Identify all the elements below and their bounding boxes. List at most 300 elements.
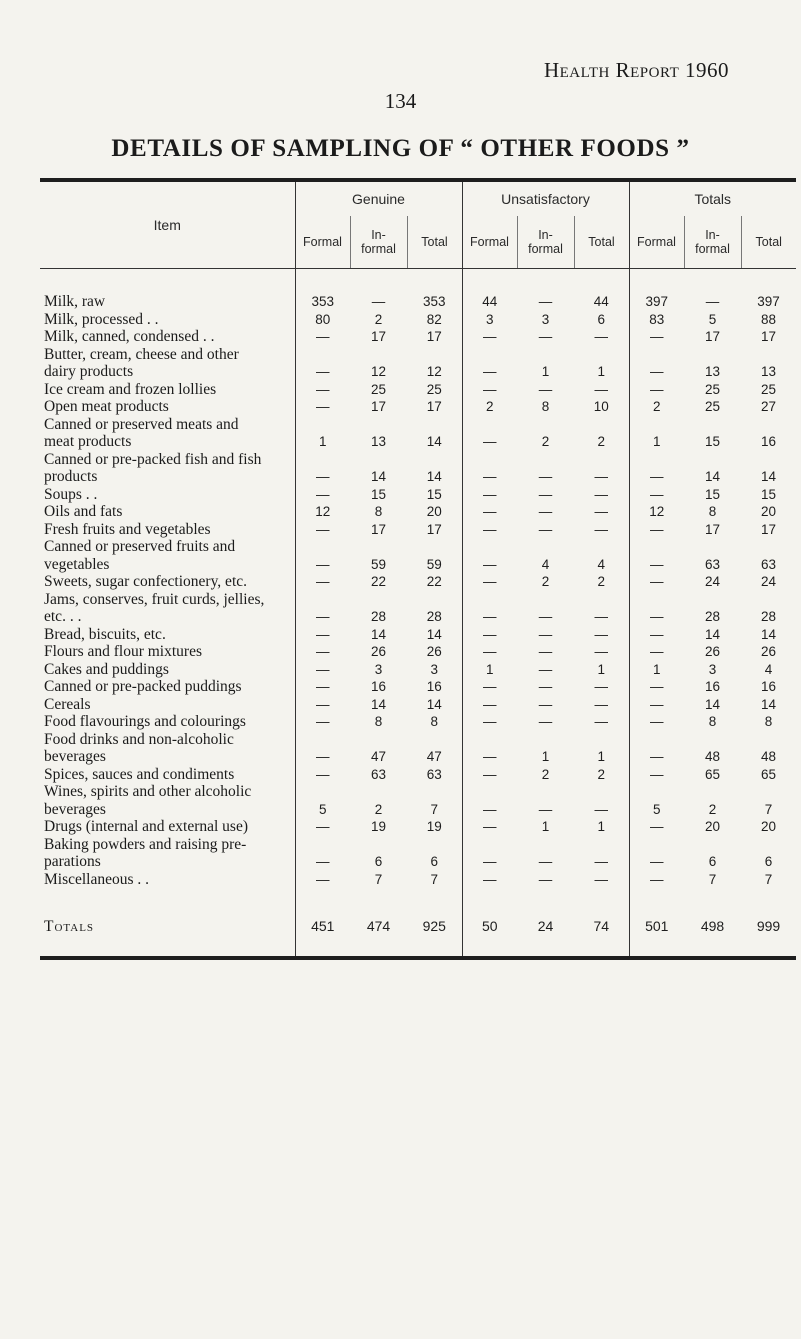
cell-unsat-formal: — [483, 854, 497, 869]
cell-totals-formal: 2 [652, 399, 661, 414]
item-text-line: products [44, 468, 98, 485]
cell-genuine-formal: — [316, 644, 330, 659]
cell-unsat-informal: 2 [541, 434, 550, 449]
cell-totals-total: 65 [760, 766, 777, 782]
cell-totals-formal: — [650, 556, 664, 572]
cell-genuine-formal: 353 [311, 294, 335, 309]
row-item-label [40, 626, 295, 644]
cell-totals-informal: 17 [704, 329, 721, 344]
table-row [40, 678, 796, 696]
subheader-totals-informal: In- formal [684, 216, 741, 269]
cell-unsat-total: 2 [574, 573, 629, 591]
cell-unsat-informal: 1 [541, 819, 550, 834]
cell-genuine-informal: 22 [370, 574, 387, 589]
cell-totals-total: 4 [764, 661, 773, 677]
cell-totals-formal: — [650, 854, 664, 869]
cell-genuine-total: 15 [407, 486, 462, 504]
cell-totals-total: 16 [760, 434, 777, 449]
cell-genuine-informal: 8 [374, 714, 383, 729]
cell-totals-formal: — [650, 644, 664, 659]
cell-totals-informal: 5 [708, 311, 717, 327]
page-number: 134 [384, 89, 417, 113]
table-row [40, 521, 796, 539]
cell-genuine-informal: 28 [370, 609, 387, 624]
row-item-label [40, 573, 295, 591]
cell-totals-formal: 5 [652, 801, 661, 817]
item-text-line: dairy products [44, 363, 134, 380]
cell-totals-informal: 15 [704, 486, 721, 502]
cell-unsat-formal: — [483, 609, 497, 624]
table-row [40, 643, 796, 661]
cell-totals-formal: 501 [645, 918, 669, 935]
table-row [40, 503, 796, 521]
cell-genuine-total: 22 [407, 573, 462, 591]
item-text-line: Soups . . [44, 485, 98, 503]
cell-totals-formal: 397 [645, 294, 669, 309]
item-text-line: etc. . . [44, 608, 82, 625]
cell-unsat-total: 10 [574, 398, 629, 416]
cell-genuine-informal: — [371, 294, 386, 309]
sampling-table [40, 178, 796, 960]
cell-totals-informal: 48 [704, 749, 721, 764]
cell-totals-formal: — [650, 696, 664, 712]
cell-totals-informal: 25 [704, 381, 721, 397]
cell-genuine-formal: — [316, 574, 330, 589]
cell-genuine-total: 47 [407, 731, 462, 766]
cell-genuine-total: 26 [407, 643, 462, 661]
cell-genuine-formal: — [316, 399, 330, 414]
cell-unsat-formal: — [483, 381, 497, 397]
cell-unsat-formal: — [483, 679, 497, 694]
cell-genuine-total: 20 [407, 503, 462, 521]
cell-totals-formal: 1 [652, 434, 661, 449]
cell-totals-total: 26 [760, 644, 777, 659]
cell-unsat-informal: — [538, 644, 553, 659]
table-row [40, 573, 796, 591]
cell-genuine-informal: 26 [370, 644, 387, 659]
cell-genuine-formal: 12 [315, 504, 331, 519]
cell-genuine-total: 19 [407, 818, 462, 836]
cell-totals-informal: 2 [708, 801, 717, 817]
cell-unsat-total: — [574, 713, 629, 731]
group-header-genuine: Genuine [295, 182, 462, 216]
cell-genuine-informal: 17 [370, 521, 387, 537]
cell-unsat-formal: — [483, 714, 497, 729]
subheader-genuine-formal: Formal [295, 216, 350, 269]
cell-totals-informal: 26 [704, 644, 721, 659]
item-text-line: Open meat products [44, 398, 169, 415]
cell-totals-formal: — [650, 521, 664, 537]
cell-genuine-informal: 15 [370, 486, 387, 502]
cell-unsat-formal: — [483, 749, 497, 764]
cell-totals-total: 28 [760, 609, 777, 624]
cell-genuine-formal: — [316, 854, 330, 869]
cell-totals-informal: 8 [708, 504, 717, 519]
row-item-label [40, 346, 295, 381]
table-row [40, 818, 796, 836]
cell-genuine-informal: 2 [374, 311, 383, 327]
item-text-line: Canned or preserved fruits and [44, 538, 236, 555]
cell-genuine-formal: 80 [315, 311, 331, 327]
table-row [40, 311, 796, 329]
cell-totals-informal: 24 [704, 574, 721, 589]
row-item-label [40, 591, 295, 626]
cell-totals-informal: 17 [704, 521, 721, 537]
cell-genuine-formal: 5 [318, 801, 327, 817]
table-row [40, 783, 796, 818]
cell-totals-informal: 20 [704, 819, 721, 834]
cell-genuine-formal: — [316, 871, 330, 887]
cell-genuine-formal: — [316, 749, 330, 764]
cell-genuine-total: 14 [407, 626, 462, 644]
subheader-totals-formal: Formal [629, 216, 684, 269]
cell-unsat-informal: 2 [541, 766, 550, 782]
cell-totals-total: 6 [764, 854, 773, 869]
cell-genuine-total: 17 [407, 398, 462, 416]
cell-genuine-informal: 47 [370, 749, 387, 764]
cell-totals-informal: 6 [708, 854, 717, 869]
item-text-line: Butter, cream, cheese and other [44, 345, 239, 363]
row-item-label [40, 713, 295, 731]
subheader-unsat-total: Total [574, 216, 629, 269]
cell-unsat-informal: — [538, 381, 553, 397]
cell-unsat-total: 2 [574, 766, 629, 784]
cell-totals-informal: 16 [704, 679, 721, 694]
cell-unsat-total: — [574, 328, 629, 346]
cell-genuine-formal: 451 [311, 918, 335, 935]
cell-unsat-formal: — [483, 644, 497, 659]
cell-genuine-informal: 17 [370, 399, 387, 414]
cell-unsat-formal: — [483, 329, 497, 344]
cell-unsat-informal: 1 [541, 364, 550, 379]
row-item-label [40, 416, 295, 451]
cell-unsat-informal: — [538, 609, 553, 624]
cell-unsat-formal: — [483, 696, 497, 712]
row-item-label [40, 486, 295, 504]
cell-genuine-informal: 59 [370, 556, 387, 572]
cell-unsat-total: — [574, 591, 629, 626]
cell-totals-total: 14 [760, 469, 777, 484]
cell-genuine-total: 17 [407, 328, 462, 346]
cell-unsat-total: — [574, 521, 629, 539]
cell-genuine-informal: 16 [370, 679, 387, 694]
item-text-line: Milk, canned, condensed . . [44, 328, 215, 345]
cell-genuine-total: 14 [407, 696, 462, 714]
cell-unsat-total: 1 [574, 731, 629, 766]
cell-unsat-formal: — [483, 434, 497, 449]
item-text-line: Baking powders and raising pre- [44, 835, 247, 853]
cell-genuine-total: 14 [407, 416, 462, 451]
table-row [40, 328, 796, 346]
cell-totals-informal: 25 [704, 399, 721, 414]
cell-genuine-informal: 14 [370, 626, 387, 642]
cell-genuine-total: 353 [407, 293, 462, 311]
cell-genuine-informal: 7 [374, 871, 383, 887]
page-title: DETAILS OF SAMPLING OF “ OTHER FOODS ” [111, 135, 690, 162]
item-text-line: beverages [44, 748, 106, 765]
cell-genuine-formal: — [316, 381, 330, 397]
spacer-row [40, 269, 796, 294]
cell-unsat-total: — [574, 451, 629, 486]
cell-genuine-informal: 14 [370, 469, 387, 484]
cell-unsat-informal: — [538, 679, 553, 694]
cell-totals-formal: — [650, 329, 664, 344]
cell-totals-formal: — [650, 819, 664, 834]
cell-totals-formal: — [650, 469, 664, 484]
cell-unsat-total: — [574, 643, 629, 661]
cell-unsat-informal: — [538, 714, 553, 729]
cell-unsat-informal: 3 [541, 311, 550, 327]
cell-totals-total: 13 [760, 364, 777, 379]
item-text-line: Spices, sauces and condiments [44, 765, 235, 783]
cell-totals-informal: 65 [704, 766, 721, 782]
cell-totals-informal: 15 [704, 434, 721, 449]
cell-unsat-formal: 50 [481, 918, 498, 935]
cell-genuine-total: 25 [407, 381, 462, 399]
subheader-genuine-total: Total [407, 216, 462, 269]
cell-genuine-informal: 17 [370, 329, 387, 344]
cell-genuine-total: 12 [407, 346, 462, 381]
row-item-label [40, 328, 295, 346]
cell-unsat-total: — [574, 626, 629, 644]
cell-genuine-total: 7 [407, 783, 462, 818]
bottom-rule [40, 958, 796, 960]
item-text-line: beverages [44, 800, 106, 818]
cell-totals-total: 16 [760, 679, 777, 694]
cell-genuine-formal: 1 [318, 434, 327, 449]
cell-unsat-formal: 2 [485, 399, 494, 414]
table-row [40, 538, 796, 573]
cell-genuine-total: 17 [407, 521, 462, 539]
row-item-label [40, 661, 295, 679]
cell-genuine-total: 82 [407, 311, 462, 329]
cell-unsat-total: — [574, 678, 629, 696]
cell-unsat-total: 4 [574, 538, 629, 573]
cell-totals-total: 17 [760, 329, 777, 344]
item-text-line: Miscellaneous . . [44, 870, 150, 888]
cell-totals-formal: — [650, 871, 664, 887]
cell-unsat-total: — [574, 871, 629, 889]
cell-unsat-informal: — [538, 294, 553, 309]
table-row [40, 766, 796, 784]
group-header-unsatisfactory: Unsatisfactory [462, 182, 629, 216]
cell-genuine-formal: — [316, 329, 330, 344]
cell-totals-total: 8 [764, 714, 773, 729]
row-item-label [40, 836, 295, 871]
row-item-label [40, 503, 295, 521]
cell-totals-total: 24 [760, 574, 777, 589]
cell-genuine-informal: 12 [370, 364, 387, 379]
table-row [40, 591, 796, 626]
cell-unsat-total: — [574, 836, 629, 871]
cell-genuine-informal: 19 [370, 819, 387, 834]
cell-totals-informal: — [705, 294, 720, 309]
table-body [40, 269, 796, 961]
cell-totals-total: 17 [760, 521, 777, 537]
totals-row [40, 898, 796, 958]
cell-totals-total: 999 [756, 918, 781, 935]
cell-genuine-formal: — [316, 696, 330, 712]
cell-totals-total: 63 [760, 556, 777, 572]
table-row [40, 871, 796, 889]
table-row [40, 661, 796, 679]
cell-genuine-informal: 2 [374, 801, 383, 817]
item-text-line: Bread, biscuits, etc. [44, 625, 166, 643]
cell-genuine-formal: — [316, 679, 330, 694]
cell-genuine-total: 28 [407, 591, 462, 626]
cell-genuine-formal: — [316, 766, 330, 782]
cell-totals-informal: 3 [708, 661, 717, 677]
cell-totals-informal: 498 [700, 918, 725, 935]
item-text-line: Canned or pre-packed fish and fish [44, 450, 262, 468]
cell-unsat-informal: 1 [541, 749, 550, 764]
cell-totals-total: 397 [757, 294, 780, 309]
cell-totals-formal: — [650, 486, 664, 502]
group-header-totals: Totals [694, 191, 732, 207]
cell-genuine-informal: 14 [370, 696, 387, 712]
cell-genuine-formal: — [316, 364, 330, 379]
row-item-label [40, 521, 295, 539]
cell-totals-total: 14 [760, 696, 777, 712]
group-header-row [40, 182, 796, 216]
cell-totals-formal: — [650, 364, 664, 379]
row-item-label [40, 293, 295, 311]
cell-unsat-formal: — [483, 364, 497, 379]
cell-genuine-total: 8 [407, 713, 462, 731]
spacer-row [40, 888, 796, 898]
cell-totals-total: 15 [760, 486, 777, 502]
row-item-label [40, 451, 295, 486]
cell-unsat-total: — [574, 696, 629, 714]
cell-totals-total: 14 [760, 626, 777, 642]
table-row [40, 451, 796, 486]
row-item-label [40, 696, 295, 714]
cell-genuine-informal: 3 [374, 661, 383, 677]
cell-totals-formal: 83 [649, 311, 665, 327]
item-text-line: meat products [44, 433, 132, 450]
subheader-unsat-informal: In- formal [517, 216, 574, 269]
cell-genuine-informal: 6 [374, 854, 383, 869]
cell-unsat-informal: — [538, 504, 553, 519]
item-text-line: Milk, raw [44, 293, 106, 310]
cell-genuine-total: 925 [407, 898, 462, 958]
cell-totals-total: 20 [760, 819, 777, 834]
table-row [40, 346, 796, 381]
cell-unsat-formal: — [483, 574, 497, 589]
cell-unsat-informal: — [538, 854, 553, 869]
cell-totals-informal: 14 [704, 469, 721, 484]
cell-unsat-total: — [574, 486, 629, 504]
item-text-line: parations [44, 853, 101, 870]
cell-unsat-informal: — [538, 696, 553, 712]
table-row [40, 626, 796, 644]
item-text-line: vegetables [44, 555, 110, 573]
cell-unsat-formal: — [483, 521, 497, 537]
cell-genuine-formal: — [316, 609, 330, 624]
cell-unsat-formal: — [483, 469, 497, 484]
item-text-line: Wines, spirits and other alcoholic [44, 783, 252, 800]
cell-totals-formal: — [650, 626, 664, 642]
cell-unsat-formal: — [483, 556, 497, 572]
cell-totals-formal: — [650, 381, 664, 397]
cell-unsat-formal: — [483, 504, 497, 519]
item-text-line: Cereals [44, 695, 91, 713]
subheader-totals-total: Total [741, 216, 796, 269]
cell-unsat-informal: — [538, 871, 553, 887]
cell-totals-total: 27 [760, 399, 777, 414]
cell-totals-formal: — [650, 766, 664, 782]
cell-unsat-informal: 8 [541, 399, 550, 414]
cell-totals-formal: — [650, 749, 664, 764]
cell-totals-total: 25 [760, 381, 777, 397]
cell-totals-formal: 12 [649, 504, 665, 519]
cell-totals-informal: 63 [704, 556, 721, 572]
cell-unsat-informal: — [538, 469, 553, 484]
cell-unsat-total: — [574, 783, 629, 818]
cell-totals-formal: 1 [652, 661, 661, 677]
cell-unsat-formal: 3 [485, 311, 494, 327]
item-text-line: Fresh fruits and vegetables [44, 520, 211, 538]
cell-unsat-total: 6 [574, 311, 629, 329]
cell-totals-informal: 14 [704, 696, 721, 712]
cell-totals-formal: — [650, 679, 664, 694]
cell-totals-informal: 28 [704, 609, 721, 624]
item-text-line: Canned or pre-packed puddings [44, 678, 242, 695]
row-item-label [40, 766, 295, 784]
cell-genuine-total: 16 [407, 678, 462, 696]
item-column-header: Item [40, 182, 295, 269]
cell-unsat-formal: — [483, 626, 497, 642]
table-row [40, 381, 796, 399]
cell-genuine-formal: — [316, 819, 330, 834]
cell-genuine-formal: — [316, 714, 330, 729]
row-item-label [40, 818, 295, 836]
cell-genuine-formal: — [316, 521, 330, 537]
cell-genuine-informal: 25 [370, 381, 387, 397]
cell-totals-formal: — [650, 609, 664, 624]
cell-unsat-total: 2 [574, 416, 629, 451]
cell-genuine-total: 63 [407, 766, 462, 784]
cell-unsat-formal: — [483, 801, 497, 817]
cell-totals-total: 88 [760, 311, 777, 327]
cell-unsat-informal: — [538, 661, 553, 677]
row-item-label [40, 783, 295, 818]
table-row [40, 398, 796, 416]
item-text-line: Drugs (internal and external use) [44, 818, 249, 835]
row-item-label [40, 398, 295, 416]
cell-totals-informal: 7 [708, 871, 717, 887]
cell-unsat-informal: — [538, 626, 553, 642]
cell-unsat-total: — [574, 381, 629, 399]
subheader-genuine-informal: In- formal [350, 216, 407, 269]
cell-unsat-total: 1 [574, 661, 629, 679]
row-item-label [40, 871, 295, 889]
cell-genuine-informal: 13 [370, 434, 387, 449]
cell-genuine-formal: — [316, 556, 330, 572]
row-item-label [40, 381, 295, 399]
cell-genuine-formal: — [316, 626, 330, 642]
cell-totals-total: 7 [764, 801, 773, 817]
table-row [40, 293, 796, 311]
cell-totals-formal: — [650, 714, 664, 729]
cell-unsat-formal: — [483, 766, 497, 782]
subheader-unsat-formal: Formal [462, 216, 517, 269]
item-text-line: Food drinks and non-alcoholic [44, 730, 234, 748]
table-row [40, 731, 796, 766]
cell-genuine-informal: 474 [366, 918, 391, 935]
cell-genuine-formal: — [316, 486, 330, 502]
table-row [40, 836, 796, 871]
